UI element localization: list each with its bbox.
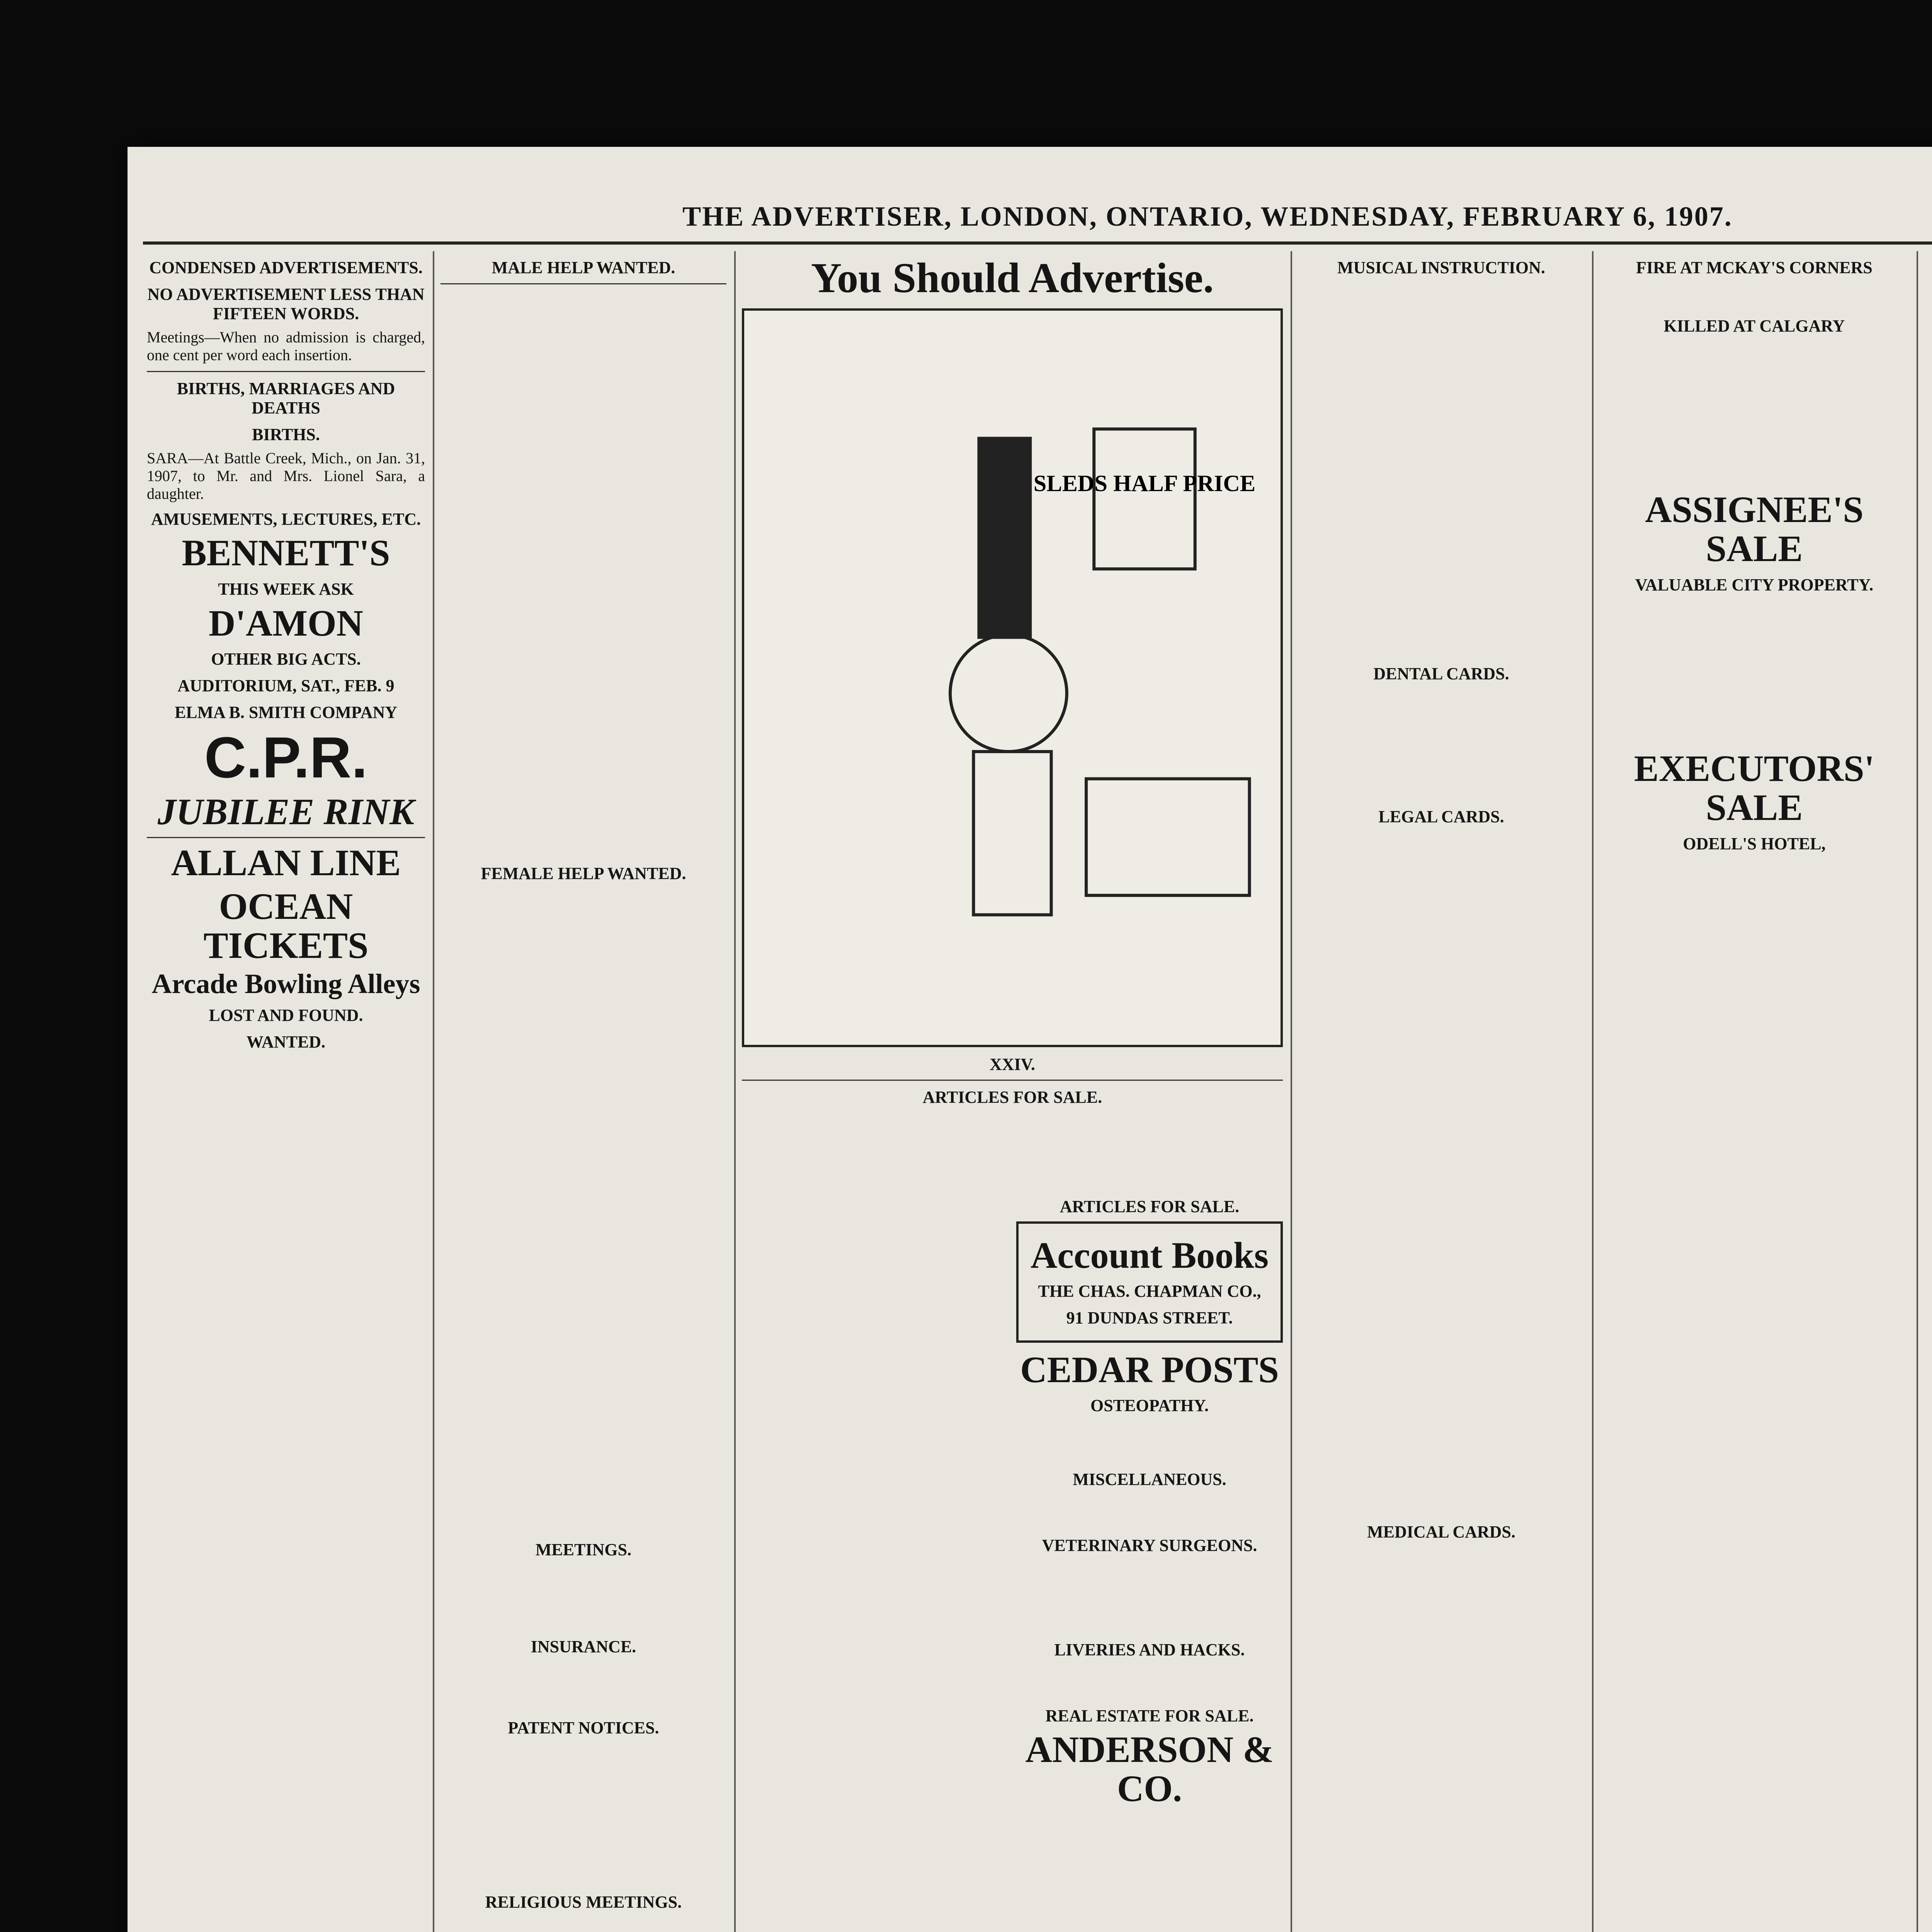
meetings-heading: MEETINGS.: [535, 1540, 632, 1560]
cartoon-sign: SLEDS HALF PRICE: [1033, 470, 1256, 497]
dental-heading: DENTAL CARDS.: [1373, 664, 1509, 683]
patent-heading: PATENT NOTICES.: [508, 1718, 659, 1738]
divider: [147, 837, 425, 838]
anderson-ad: ANDERSON & CO.: [1025, 1729, 1274, 1810]
elmer-dundy-heading: [1924, 1568, 1932, 1646]
divider: [742, 1080, 1283, 1081]
condensed-heading: CONDENSED ADVERTISEMENTS.: [149, 258, 423, 277]
real-estate-heading: REAL ESTATE FOR SALE.: [1045, 1706, 1254, 1725]
header-rule: [143, 242, 1932, 245]
articles-sale-heading-left: ARTICLES FOR SALE.: [922, 1088, 1102, 1107]
ocean-tickets-ad: OCEAN TICKETS: [203, 885, 369, 966]
osteopathy-heading: OSTEOPATHY.: [1090, 1396, 1209, 1415]
jottings-heading: [1924, 255, 1932, 401]
column-1: [147, 251, 425, 1932]
religious-heading: RELIGIOUS MEETINGS.: [485, 1892, 682, 1912]
legal-heading: LEGAL CARDS.: [1378, 807, 1504, 827]
damon-ad: D'AMON: [209, 602, 363, 644]
page-title: THE ADVERTISER, LONDON, ONTARIO, WEDNESDAY, FEBRUARY 6, 1907.: [682, 201, 1733, 232]
cartoon-illustration: [742, 308, 1283, 1047]
hyde-park-heading: [1924, 409, 1932, 429]
column-rule: [433, 251, 434, 1932]
elma-ad: ELMA B. SMITH COMPANY: [174, 702, 398, 722]
executors-heading: EXECUTORS' SALE: [1634, 748, 1875, 828]
chapman-company: THE CHAS. CHAPMAN CO.,: [1038, 1282, 1261, 1301]
column-4: [1016, 1190, 1283, 1932]
meetings-notice: Meetings—When no admission is charged, one cent per word each insertion.: [147, 328, 425, 364]
column-2: [440, 251, 726, 1932]
account-books-ad: [1016, 1221, 1283, 1343]
births-heading: BIRTHS, MARRIAGES AND DEATHS: [177, 379, 395, 418]
newspaper-page: [128, 147, 1932, 1932]
column-7: [1924, 251, 1932, 1932]
livery-heading: LIVERIES AND HACKS.: [1054, 1640, 1245, 1660]
other-acts: OTHER BIG ACTS.: [211, 650, 361, 669]
fire-heading: FIRE AT MCKAY'S CORNERS: [1636, 258, 1872, 277]
chapman-address: 91 DUNDAS STREET.: [1066, 1308, 1233, 1327]
column-6: [1600, 251, 1909, 1932]
jubilee-ad: JUBILEE RINK: [157, 791, 415, 833]
odell-hotel: ODELL'S HOTEL,: [1683, 834, 1826, 853]
account-books-title: Account Books: [1030, 1234, 1269, 1276]
music-heading: MUSICAL INSTRUCTION.: [1337, 258, 1545, 277]
medical-heading: MEDICAL CARDS.: [1367, 1522, 1515, 1541]
column-rule: [734, 251, 736, 1932]
column-rule: [1291, 251, 1292, 1932]
cartoon-drawing: [744, 311, 1281, 1045]
cpr-ad: C.P.R.: [204, 725, 368, 790]
no-ad-notice: NO ADVERTISEMENT LESS THAN FIFTEEN WORDS.: [147, 284, 425, 323]
cartoon-caption: XXIV.: [990, 1054, 1035, 1074]
auditorium-ad: AUDITORIUM, SAT., FEB. 9: [177, 676, 395, 695]
valuable-property: VALUABLE CITY PROPERTY.: [1635, 575, 1874, 594]
column-rule: [1592, 251, 1594, 1932]
poplar-hill-heading: [1924, 854, 1932, 873]
cedar-posts-ad: CEDAR POSTS: [1020, 1349, 1279, 1390]
divider: [147, 371, 425, 372]
births-subheading: BIRTHS.: [252, 425, 320, 444]
amusements-heading: AMUSEMENTS, LECTURES, ETC.: [151, 509, 421, 529]
arcade-ad: Arcade Bowling Alleys: [151, 968, 420, 1000]
column-5: [1298, 251, 1584, 1932]
misc-heading: MISCELLANEOUS.: [1073, 1469, 1226, 1489]
insurance-heading: INSURANCE.: [531, 1637, 636, 1656]
vet-heading: VETERINARY SURGEONS.: [1042, 1536, 1257, 1555]
wanted-heading: WANTED.: [246, 1032, 326, 1051]
articles-sale-heading-right: ARTICLES FOR SALE.: [1060, 1197, 1240, 1216]
advertise-heading: You Should Advertise.: [811, 254, 1214, 301]
lost-found-heading: LOST AND FOUND.: [209, 1005, 363, 1025]
female-help-heading: FEMALE HELP WANTED.: [481, 864, 686, 883]
divider: [440, 283, 726, 284]
column-rule: [1917, 251, 1918, 1932]
this-week: THIS WEEK ASK: [218, 579, 354, 599]
bennetts-ad: BENNETT'S: [182, 532, 390, 574]
male-help-heading: MALE HELP WANTED.: [492, 258, 675, 277]
assignee-heading: ASSIGNEE'S SALE: [1645, 489, 1864, 569]
allan-line-ad: ALLAN LINE: [171, 842, 401, 883]
killed-heading: KILLED AT CALGARY: [1663, 316, 1845, 335]
birth-notice: SARA—At Battle Creek, Mich., on Jan. 31, 1907, to Mr. and Mrs. Lionel Sara, a daughter.: [147, 449, 425, 502]
